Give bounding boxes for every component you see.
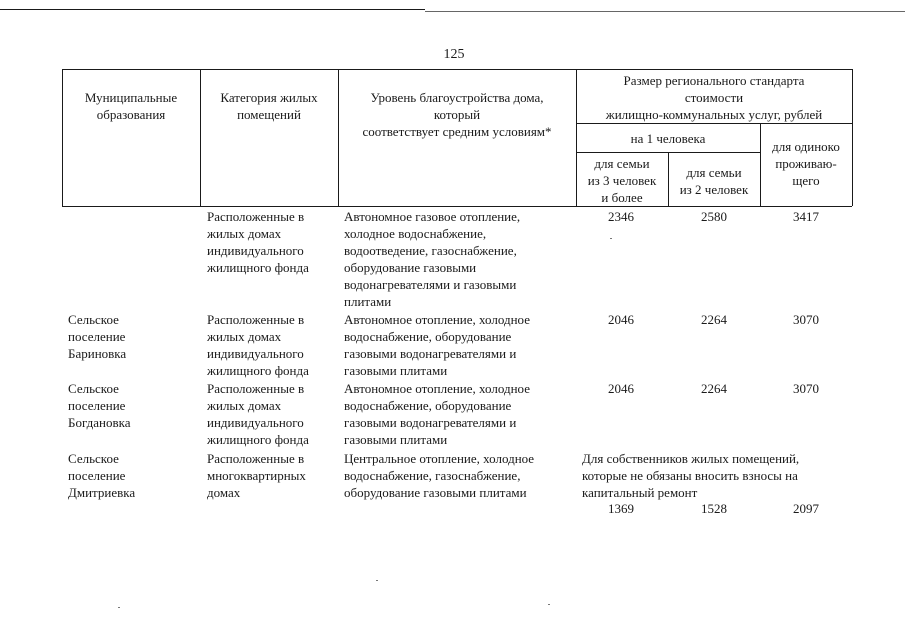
value-family2: 2580	[701, 209, 727, 224]
level-cell	[344, 208, 574, 310]
header-single-line: щего	[792, 173, 820, 188]
value-single: 3070	[793, 312, 819, 327]
scan-top-edge-right	[425, 11, 905, 12]
level-line: Автономное отопление, холодное	[344, 381, 530, 396]
value-single: 3417	[793, 209, 819, 224]
level-line: водоснабжение, оборудование	[344, 398, 512, 413]
col-border-0	[62, 69, 63, 206]
level-line: плитами	[344, 294, 392, 309]
municipality-cell	[68, 450, 196, 501]
category-line: многоквартирных	[207, 468, 306, 483]
col-border-2	[338, 69, 339, 206]
category-cell	[207, 311, 337, 379]
municipality-line: поселение	[68, 468, 126, 483]
header-standard-line: Размер регионального стандарта	[623, 73, 805, 88]
category-line: жилых домах	[207, 398, 282, 413]
category-line: индивидуального	[207, 243, 304, 258]
municipality-line: Бариновка	[68, 346, 127, 361]
value-family3: 1369	[608, 501, 634, 516]
municipality-line: поселение	[68, 398, 126, 413]
municipality-line: Сельское	[68, 381, 119, 396]
page-number: 125	[443, 47, 465, 62]
col-border-4	[668, 152, 669, 206]
scan-speck	[376, 580, 378, 581]
category-cell	[207, 380, 337, 448]
value-family2: 2264	[701, 312, 727, 327]
level-line: газовыми плитами	[344, 363, 448, 378]
level-line: оборудование газовыми	[344, 260, 477, 275]
category-line: индивидуального	[207, 346, 304, 361]
scan-speck	[548, 604, 550, 605]
level-cell	[344, 450, 576, 501]
municipality-line: поселение	[68, 329, 126, 344]
header-level-line: соответствует средним условиям*	[362, 124, 552, 139]
header-family3-line: и более	[601, 190, 643, 205]
header-standard-line: стоимости	[684, 90, 744, 105]
header-single-line: для одиноко	[772, 139, 840, 154]
level-line: газовыми водонагревателями и	[344, 415, 517, 430]
level-line: водоотведение, газоснабжение,	[344, 243, 517, 258]
category-line: Расположенные в	[207, 381, 305, 396]
value-single: 3070	[793, 381, 819, 396]
header-per-person: на 1 человека	[630, 131, 706, 146]
value-single: 2097	[793, 501, 819, 516]
level-cell	[344, 311, 574, 379]
level-cell	[344, 380, 574, 448]
header-single	[762, 138, 850, 189]
scan-speck	[118, 607, 120, 608]
note-line: Для собственников жилых помещений,	[582, 451, 800, 466]
header-family3-line: для семьи	[594, 156, 650, 171]
note-line: капитальный ремонт	[582, 485, 698, 500]
table-bottom-border	[62, 206, 852, 207]
level-line: газовыми водонагревателями и	[344, 346, 517, 361]
category-line: жилищного фонда	[207, 432, 309, 447]
header-standard	[578, 72, 850, 123]
capital-repair-note	[582, 450, 850, 501]
category-line: Расположенные в	[207, 209, 305, 224]
scan-top-edge-left	[0, 9, 425, 10]
note-line: которые не обязаны вносить взносы на	[582, 468, 798, 483]
level-line: водонагревателями и газовыми	[344, 277, 517, 292]
category-line: жилых домах	[207, 329, 282, 344]
table-top-border	[62, 69, 852, 70]
level-line: холодное водоснабжение,	[344, 226, 487, 241]
value-family3: 2346	[608, 209, 634, 224]
header-single-line: проживаю-	[775, 156, 837, 171]
municipality-cell	[68, 380, 196, 431]
category-line: жилищного фонда	[207, 363, 309, 378]
level-line: водоснабжение, газоснабжение,	[344, 468, 521, 483]
col-border-3	[576, 69, 577, 206]
scan-speck	[610, 238, 612, 239]
municipality-cell	[68, 311, 196, 362]
header-level-line: Уровень благоустройства дома,	[370, 90, 544, 105]
header-family3-line: из 3 человек	[587, 173, 657, 188]
col-border-5	[760, 123, 761, 206]
category-line: домах	[207, 485, 241, 500]
level-line: Автономное отопление, холодное	[344, 312, 530, 327]
standard-divider	[576, 123, 852, 124]
municipality-line: Сельское	[68, 451, 119, 466]
value-family3: 2046	[608, 312, 634, 327]
col-border-1	[200, 69, 201, 206]
header-family3	[578, 155, 666, 206]
header-level	[342, 89, 572, 140]
category-line: жилых домах	[207, 226, 282, 241]
municipality-line: Сельское	[68, 312, 119, 327]
category-cell	[207, 450, 337, 501]
header-family2	[670, 164, 758, 198]
category-line: Расположенные в	[207, 312, 305, 327]
header-family2-line: для семьи	[686, 165, 742, 180]
level-line: Автономное газовое отопление,	[344, 209, 521, 224]
value-family2: 2264	[701, 381, 727, 396]
col-border-6	[852, 69, 853, 206]
level-line: водоснабжение, оборудование	[344, 329, 512, 344]
header-category: Категория жилых помещений	[220, 90, 318, 122]
category-line: жилищного фонда	[207, 260, 309, 275]
header-level-line: который	[433, 107, 481, 122]
value-family2: 1528	[701, 501, 727, 516]
header-standard-line: жилищно-коммунальных услуг, рублей	[605, 107, 823, 122]
level-line: оборудование газовыми плитами	[344, 485, 527, 500]
header-municipality: Муниципальные образования	[84, 90, 178, 122]
category-line: индивидуального	[207, 415, 304, 430]
level-line: Центральное отопление, холодное	[344, 451, 535, 466]
header-family2-line: из 2 человек	[679, 182, 749, 197]
level-line: газовыми плитами	[344, 432, 448, 447]
municipality-line: Дмитриевка	[68, 485, 136, 500]
category-cell	[207, 208, 337, 276]
municipality-line: Богдановка	[68, 415, 131, 430]
value-family3: 2046	[608, 381, 634, 396]
category-line: Расположенные в	[207, 451, 305, 466]
